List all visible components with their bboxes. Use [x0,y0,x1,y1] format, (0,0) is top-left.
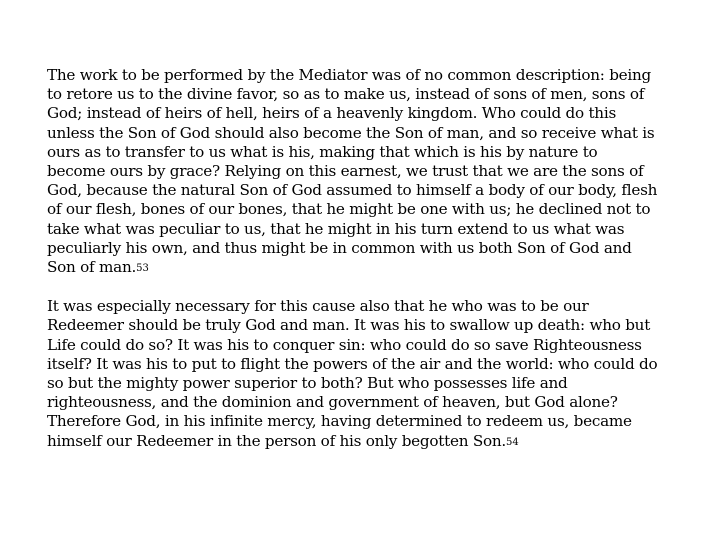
document-body [47,66,659,471]
paragraph-text: The work to be performed by the Mediator was of no common description: being to retore us to the divine favor, so as to make us, instead of sons of men, sons of God; instead of heirs of hell, heirs of a heavenly kingdom. Who could do this unless the Son of God should also become the Son of man, and so receive what is ours as to transfer to us what is his, making that which is his by nature to become ours by grace? Relying on this earnest, we trust that we are the sons of God, because the natural Son of God assumed to himself a body of our body, flesh of our flesh, bones of our bones, that he might be one with us; he declined not to take what was peculiar to us, that he might in his turn extend to us what was peculiarly his own, and thus might be in common with us both Son of God and Son of man. [47,66,658,277]
paragraph-mediator-work [47,66,659,279]
paragraph-redeemer-necessity [47,297,659,453]
paragraph-text: It was especially necessary for this cause also that he who was to be our Redeemer should be truly God and man. It was his to swallow up death: who but Life could do so? It was his to conquer sin: who could do so save Righteousness itself? It was his to put to flight the powers of the air and the world: who could do so but the mighty power superior to both? But who possesses life and righteousness, and the dominion and government of heaven, but God alone? Therefore God, in his infinite mercy, having determined to redeem us, became himself our Redeemer in the person of his only begotten Son. [47,297,658,450]
footnote-marker[interactable]: 54 [506,436,519,448]
footnote-marker[interactable]: 53 [136,263,149,275]
